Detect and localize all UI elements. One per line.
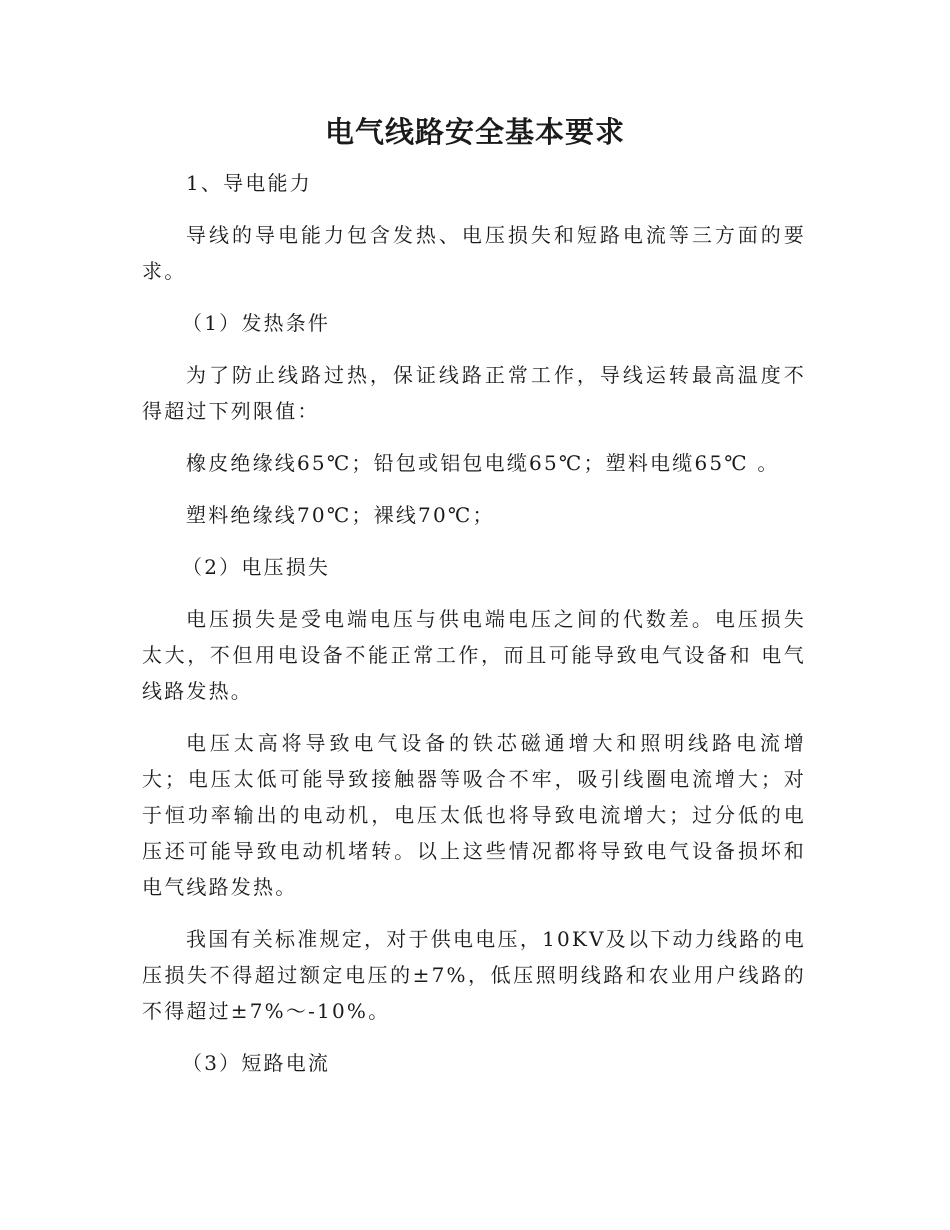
- paragraph-voltage-loss-definition: 电压损失是受电端电压与供电端电压之间的代数差。电压损失太大，不但用电设备不能正常工作，而且可能导致电气设备和 电气线路发热。: [142, 607, 806, 703]
- section-heading-conductivity: 1、导电能力: [186, 171, 312, 195]
- paragraph-voltage-effects: 电压太高将导致电气设备的铁芯磁通增大和照明线路电流增大；电压太低可能导致接触器等吸合不牢，吸引线圈电流增大；对于恒功率输出的电动机，电压太低也将导致电流增大；过分低的电压还可能导致电动机堵转。以上这些情况都将导致电气设备损坏和电气线路发热。: [142, 731, 806, 899]
- paragraph-conductivity-intro: 导线的导电能力包含发热、电压损失和短路电流等三方面的要求。: [142, 223, 806, 283]
- document-title: 电气线路安全基本要求: [324, 115, 625, 149]
- subheading-short-circuit-current: （3）短路电流: [182, 1051, 331, 1075]
- paragraph-rubber-cable-limits: 橡皮绝缘线65℃；铅包或铝包电缆65℃；塑料电缆65℃ 。: [186, 451, 780, 475]
- paragraph-plastic-bare-limits: 塑料绝缘线70℃；裸线70℃；: [186, 503, 495, 527]
- subheading-voltage-loss: （2）电压损失: [182, 555, 331, 579]
- paragraph-heating-limits: 为了防止线路过热，保证线路正常工作，导线运转最高温度不得超过下列限值：: [142, 363, 806, 423]
- subheading-heating-condition: （1）发热条件: [182, 311, 331, 335]
- paragraph-national-standard: 我国有关标准规定，对于供电电压，10KV及以下动力线路的电压损失不得超过额定电压的±7%，低压照明线路和农业用户线路的不得超过±7%～-10%。: [142, 927, 806, 1023]
- document-body: [142, 165, 806, 1081]
